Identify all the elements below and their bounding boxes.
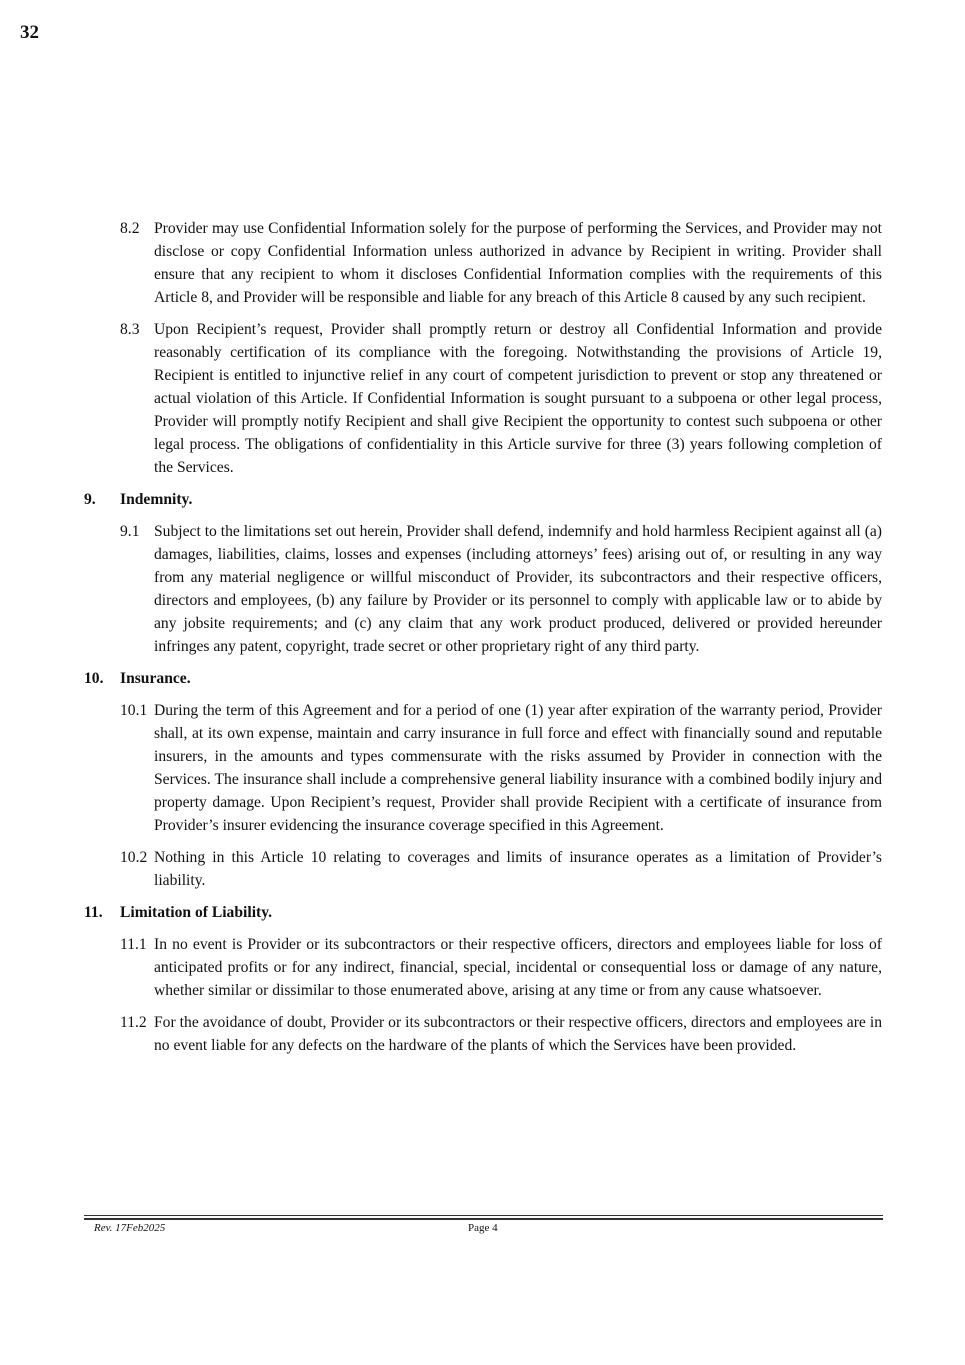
- clause-11-1: [84, 933, 882, 1002]
- clause-10-2: [84, 846, 882, 892]
- section-title: Indemnity.: [120, 491, 193, 508]
- clause-8-3: [84, 318, 882, 479]
- clause-number: 8.3: [120, 321, 140, 338]
- footer-page-label: Page 4: [468, 1222, 498, 1234]
- clause-number: 9.1: [120, 523, 140, 540]
- section-heading-limitation-of-liability: [84, 901, 882, 924]
- clause-text: For the avoidance of doubt, Provider or its subcontractors or their respective officers, directors and employees are in no event liable for any defects on the hardware of the plants of which the Services have been provided.: [154, 1014, 882, 1054]
- clause-10-1: [84, 699, 882, 837]
- footer-divider: [84, 1215, 883, 1216]
- clause-text: In no event is Provider or its subcontractors or their respective officers, directors and employees liable for loss of anticipated profits or for any indirect, financial, special, incidental or consequential loss or damage of any nature, whether similar or dissimilar to those enumerated above, arising at any time or from any cause whatsoever.: [154, 936, 882, 999]
- section-heading-indemnity: [84, 488, 882, 511]
- section-number: 10.: [84, 670, 104, 687]
- clause-text: Subject to the limitations set out herein, Provider shall defend, indemnify and hold harmless Recipient against all (a) damages, liabilities, claims, losses and expenses (including attorneys’ fees) arising out of, or resulting in any way from any material negligence or willful misconduct of Provider, its subcontractors and their respective officers, directors and employees, (b) any failure by Provider or its personnel to comply with applicable law or to abide by any jobsite requirements; and (c) any claim that any work product produced, delivered or provided hereunder infringes any patent, copyright, trade secret or other proprietary right of any third party.: [154, 523, 882, 655]
- document-body: [84, 217, 882, 1066]
- clause-number: 11.1: [120, 936, 147, 953]
- section-heading-insurance: [84, 667, 882, 690]
- clause-number: 11.2: [120, 1014, 147, 1031]
- clause-number: 10.1: [120, 702, 148, 719]
- clause-11-2: [84, 1011, 882, 1057]
- section-number: 9.: [84, 491, 96, 508]
- clause-9-1: [84, 520, 882, 658]
- section-number: 11.: [84, 904, 103, 921]
- section-title: Limitation of Liability.: [120, 904, 273, 921]
- clause-text: Nothing in this Article 10 relating to coverages and limits of insurance operates as a limitation of Provider’s liability.: [154, 849, 882, 889]
- clause-text: Provider may use Confidential Information solely for the purpose of performing the Services, and Provider may not disclose or copy Confidential Information unless authorized in advance by Recipient in writing. Provider shall ensure that any recipient to whom it discloses Confidential Information complies with the requirements of this Article 8, and Provider will be responsible and liable for any breach of this Article 8 caused by any such recipient.: [154, 220, 882, 306]
- clause-number: 10.2: [120, 849, 148, 866]
- clause-text: During the term of this Agreement and for a period of one (1) year after expiration of the warranty period, Provider shall, at its own expense, maintain and carry insurance in full force and effect with financially sound and reputable insurers, in the amounts and types commensurate with the risks assumed by Provider in connection with the Services. The insurance shall include a comprehensive general liability insurance with a combined bodily injury and property damage. Upon Recipient’s request, Provider shall provide Recipient with a certificate of insurance from Provider’s insurer evidencing the insurance coverage specified in this Agreement.: [154, 702, 882, 834]
- page-number: 32: [20, 22, 39, 43]
- clause-number: 8.2: [120, 220, 140, 237]
- clause-text: Upon Recipient’s request, Provider shall promptly return or destroy all Confidential Information and provide reasonably certification of its compliance with the foregoing. Notwithstanding the provisions of Article 19, Recipient is entitled to injunctive relief in any court of competent jurisdiction to prevent or stop any threatened or actual violation of this Article. If Confidential Information is sought pursuant to a subpoena or other legal process, Provider will promptly notify Recipient and shall give Recipient the opportunity to contest such subpoena or other legal process. The obligations of confidentiality in this Article survive for three (3) years following completion of the Services.: [154, 321, 882, 476]
- section-title: Insurance.: [120, 670, 191, 687]
- clause-8-2: [84, 217, 882, 309]
- footer-divider: [84, 1218, 883, 1220]
- footer-revision: Rev. 17Feb2025: [94, 1222, 166, 1234]
